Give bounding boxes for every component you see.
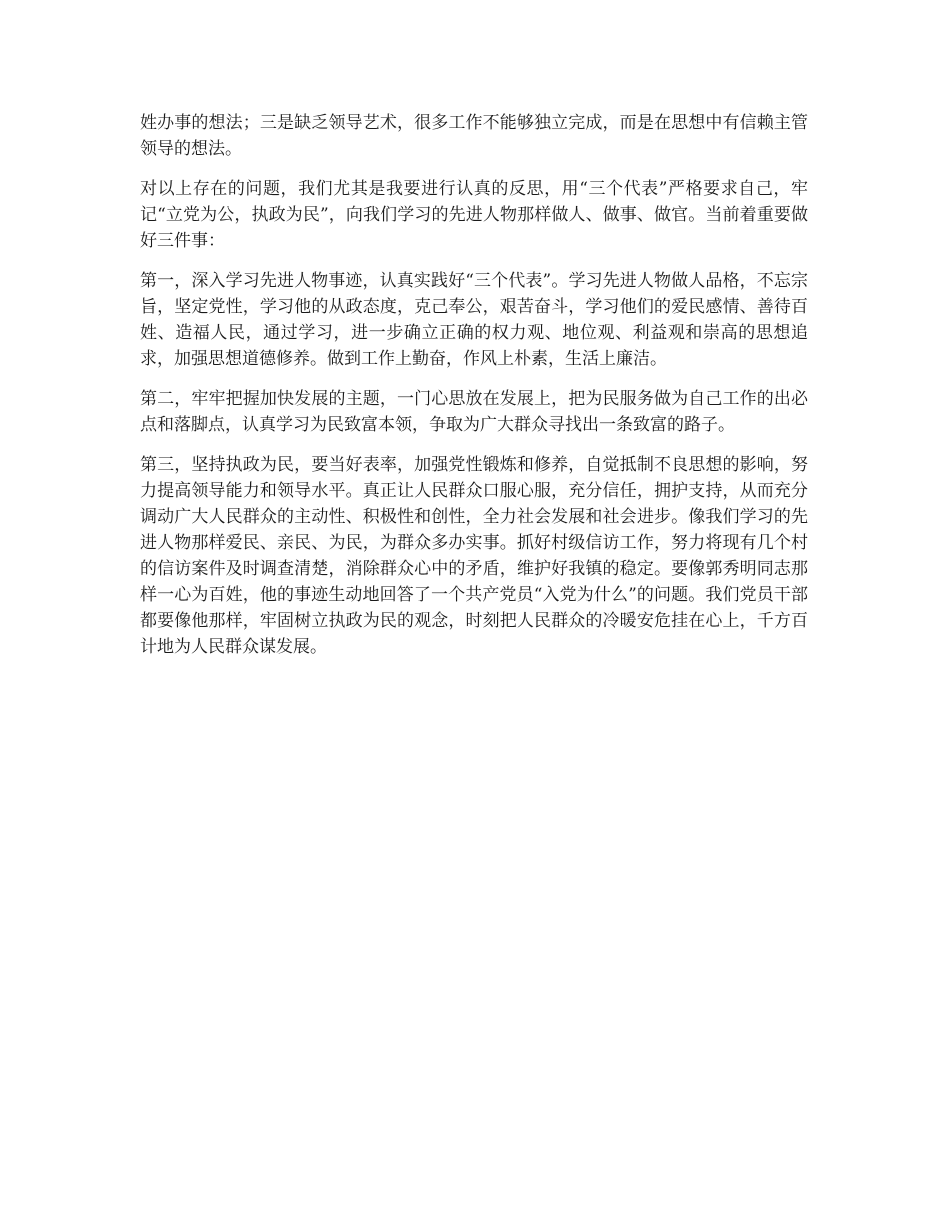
- paragraph-third-task: 第三，坚持执政为民，要当好表率，加强党性锻炼和修养，自觉抵制不良思想的影响，努力提高领导能力和领导水平。真正让人民群众口服心服，充分信任，拥护支持，从而充分调动广大人民群众的主动性、积极性和创性，全力社会发展和社会进步。像我们学习的先进人物那样爱民、亲民、为民，为群众多办实事。抓好村级信访工作，努力将现有几个村的信访案件及时调查清楚，消除群众心中的矛盾，维护好我镇的稳定。要像郭秀明同志那样一心为百姓，他的事迹生动地回答了一个共产党员“入党为什么”的问题。我们党员干部都要像他那样，牢固树立执政为民的观念，时刻把人民群众的冷暖安危挂在心上，千方百计地为人民群众谋发展。: [140, 455, 808, 657]
- paragraph-reflection: 对以上存在的问题，我们尤其是我要进行认真的反思，用“三个代表”严格要求自己，牢记“立党为公，执政为民”，向我们学习的先进人物那样做人、做事、做官。当前着重要做好三件事：: [140, 179, 808, 251]
- paragraph-continuation: 姓办事的想法；三是缺乏领导艺术，很多工作不能够独立完成，而是在思想中有信赖主管领导的想法。: [140, 113, 808, 159]
- document-body: [140, 110, 808, 660]
- paragraph-second-task: 第二，牢牢把握加快发展的主题，一门心思放在发展上，把为民服务做为自己工作的出必点和落脚点，认真学习为民致富本领，争取为广大群众寻找出一条致富的路子。: [140, 389, 808, 435]
- paragraph-first-task: 第一，深入学习先进人物事迹，认真实践好“三个代表”。学习先进人物做人品格，不忘宗旨，坚定党性，学习他的从政态度，克己奉公，艰苦奋斗，学习他们的爱民感情、善待百姓、造福人民，通过学习，进一步确立正确的权力观、地位观、利益观和崇高的思想追求，加强思想道德修养。做到工作上勤奋，作风上朴素，生活上廉洁。: [140, 271, 808, 369]
